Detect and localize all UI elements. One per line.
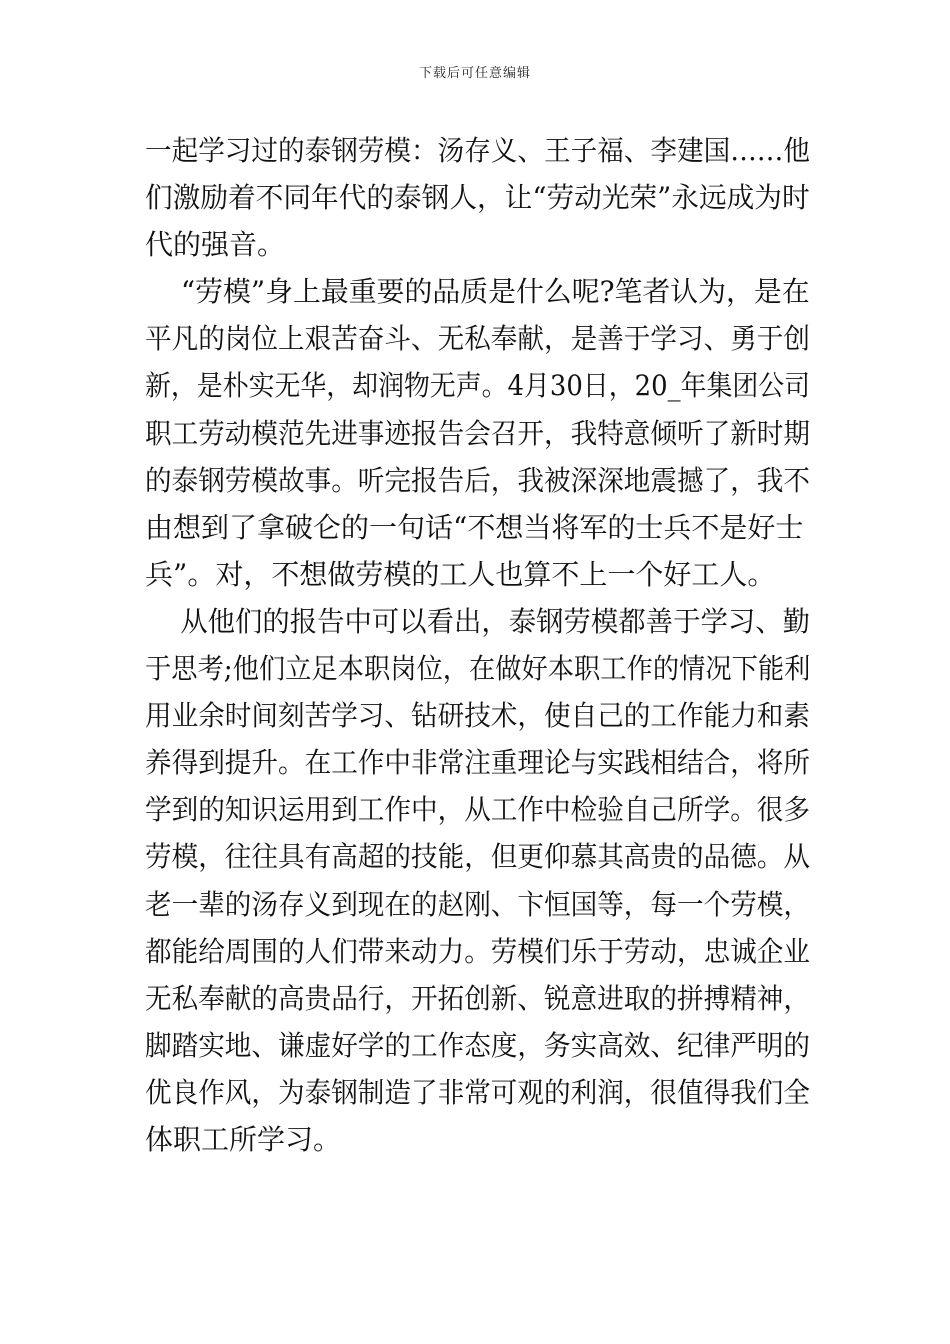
text-line: 代的强音。 (145, 228, 286, 262)
paragraph-first-line: 从他们的报告中可以看出，泰钢劳模都善于学习、勤 (180, 604, 810, 638)
text-line: 养得到提升。在工作中非常注重理论与实践相结合，将所 (145, 746, 811, 780)
text-line: 于思考;他们立足本职岗位，在做好本职工作的情况下能利 (145, 652, 811, 686)
paragraph-first-line: “劳模”身上最重要的品质是什么呢?笔者认为，是在 (180, 275, 810, 309)
document-body (145, 127, 810, 1163)
text-line: 体职工所学习。 (145, 1122, 342, 1156)
text-line: 优良作风，为泰钢制造了非常可观的利润，很值得我们全 (145, 1075, 811, 1109)
text-line: 脚踏实地、谦虚好学的工作态度，务实高效、纪律严明的 (145, 1028, 811, 1062)
text-line: 学到的知识运用到工作中，从工作中检验自己所学。很多 (145, 793, 811, 827)
text-line: 都能给周围的人们带来动力。劳模们乐于劳动，忠诚企业 (145, 934, 811, 968)
text-line: 的泰钢劳模故事。听完报告后，我被深深地震撼了，我不 (145, 463, 811, 497)
text-line: 用业余时间刻苦学习、钻研技术，使自己的工作能力和素 (145, 699, 811, 733)
text-line: 职工劳动模范先进事迹报告会召开，我特意倾听了新时期 (145, 416, 811, 450)
text-line: 们激励着不同年代的泰钢人，让“劳动光荣”永远成为时 (145, 181, 810, 215)
text-line: 新，是朴实无华，却润物无声。4月30日，20_年集团公司 (145, 369, 811, 403)
text-line: 由想到了拿破仑的一句话“不想当将军的士兵不是好士 (145, 510, 804, 544)
text-line: 无私奉献的高贵品行，开拓创新、锐意进取的拼搏精神， (145, 981, 811, 1015)
text-line: 劳模，往往具有高超的技能，但更仰慕其高贵的品德。从 (145, 840, 811, 874)
text-line: 平凡的岗位上艰苦奋斗、无私奉献，是善于学习、勇于创 (145, 322, 811, 356)
text-line: 老一辈的汤存义到现在的赵刚、卞恒国等，每一个劳模， (145, 887, 811, 921)
text-line: 一起学习过的泰钢劳模：汤存义、王子福、李建国……他 (145, 134, 811, 167)
page-header-note: 下载后可任意编辑 (418, 66, 531, 81)
text-line: 兵”。对，不想做劳模的工人也算不上一个好工人。 (145, 557, 776, 591)
